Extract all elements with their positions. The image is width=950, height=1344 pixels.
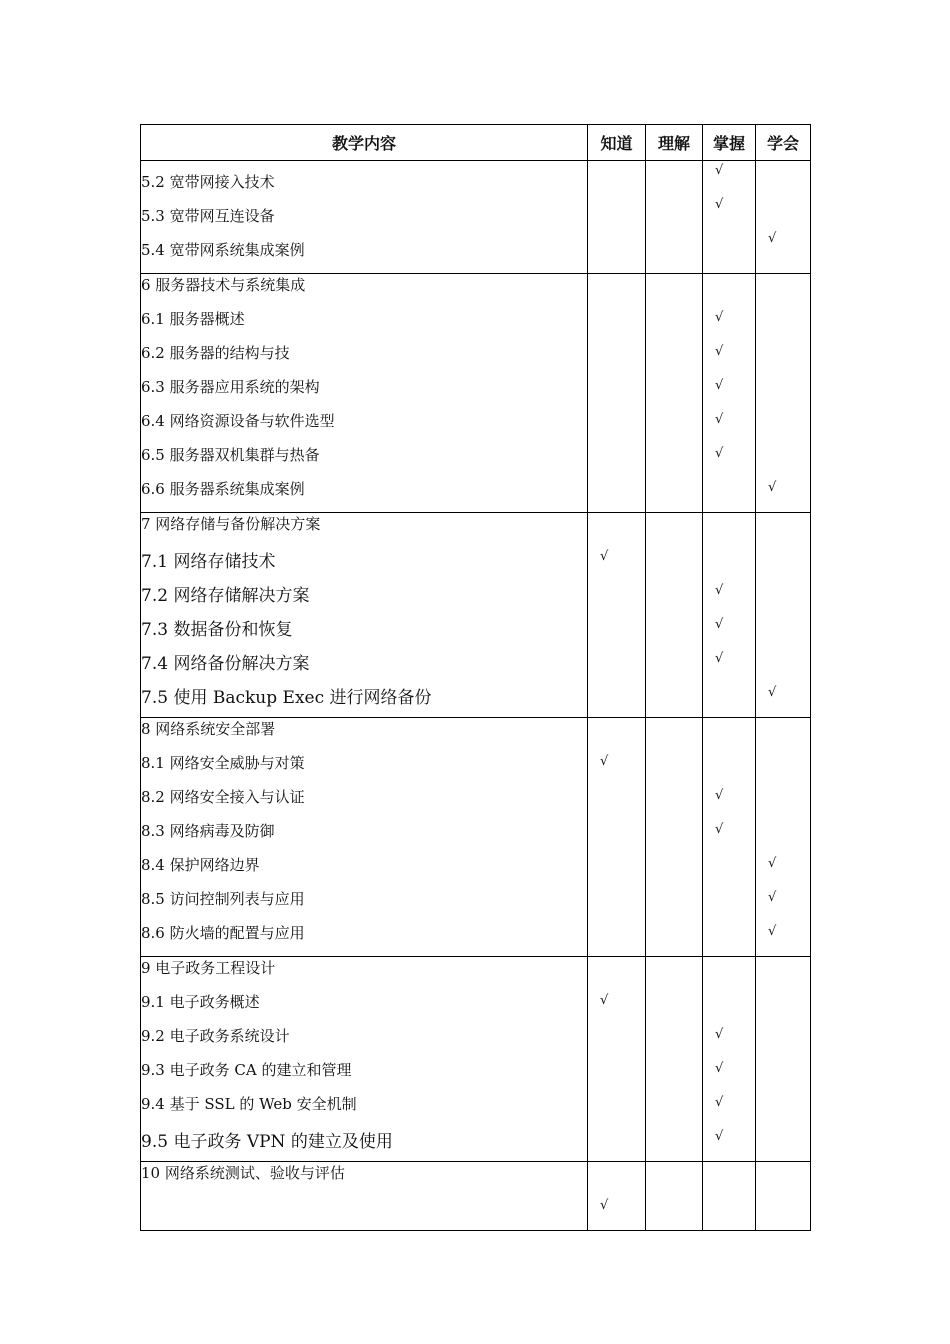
group-row [141, 513, 811, 718]
section-title: 8 网络系统安全部署 [141, 720, 276, 738]
check-mark: √ [715, 617, 724, 632]
topic-item: 8.4 保护网络边界 [141, 856, 260, 874]
topic-item: 7.3 数据备份和恢复 [141, 620, 293, 640]
content-cell [141, 274, 588, 513]
check-mark: √ [600, 754, 609, 769]
section-title: 6 服务器技术与系统集成 [141, 276, 306, 294]
check-mark: √ [715, 446, 724, 461]
topic-item: 5.4 宽带网系统集成案例 [141, 241, 305, 259]
group-row [141, 957, 811, 1162]
check-mark: √ [768, 924, 777, 939]
level-cell [588, 957, 646, 1162]
check-mark: √ [768, 231, 777, 246]
level-cell [646, 274, 703, 513]
level-cell [646, 718, 703, 957]
content-cell [141, 161, 588, 274]
topic-item: 6.3 服务器应用系统的架构 [141, 378, 320, 396]
check-mark: √ [715, 378, 724, 393]
check-mark: √ [715, 310, 724, 325]
group-row [141, 718, 811, 957]
level-cell [588, 161, 646, 274]
check-mark: √ [715, 1129, 724, 1144]
level-cell [756, 718, 811, 957]
content-cell [141, 513, 588, 718]
content-cell [141, 957, 588, 1162]
check-mark: √ [715, 197, 724, 212]
topic-item: 8.5 访问控制列表与应用 [141, 890, 305, 908]
header-content: 教学内容 [141, 125, 588, 161]
group-row [141, 161, 811, 274]
topic-item: 6.5 服务器双机集群与热备 [141, 446, 320, 464]
check-mark: √ [768, 480, 777, 495]
level-cell [703, 161, 756, 274]
content-cell [141, 1162, 588, 1231]
check-mark: √ [768, 890, 777, 905]
check-mark: √ [715, 788, 724, 803]
check-mark: √ [715, 822, 724, 837]
level-cell [703, 513, 756, 718]
level-cell [588, 1162, 646, 1231]
topic-item: 9.1 电子政务概述 [141, 993, 260, 1011]
level-cell [588, 513, 646, 718]
level-cell [646, 957, 703, 1162]
topic-item: 6.4 网络资源设备与软件选型 [141, 412, 335, 430]
level-cell [588, 274, 646, 513]
topic-item: 9.5 电子政务 VPN 的建立及使用 [141, 1132, 393, 1152]
level-cell [756, 513, 811, 718]
level-cell [703, 1162, 756, 1231]
section-title: 7 网络存储与备份解决方案 [141, 515, 321, 533]
level-cell [703, 718, 756, 957]
check-mark: √ [715, 412, 724, 427]
topic-item: 8.2 网络安全接入与认证 [141, 788, 305, 806]
check-mark: √ [715, 583, 724, 598]
header-know: 知道 [588, 125, 646, 161]
header-master: 掌握 [703, 125, 756, 161]
group-row [141, 1162, 811, 1231]
content-cell [141, 718, 588, 957]
level-cell [756, 274, 811, 513]
topic-item: 6.2 服务器的结构与技 [141, 344, 290, 362]
level-cell [703, 957, 756, 1162]
topic-item: 7.5 使用 Backup Exec 进行网络备份 [141, 688, 432, 708]
check-mark: √ [715, 163, 724, 178]
level-cell [646, 161, 703, 274]
topic-item: 7.1 网络存储技术 [141, 552, 276, 572]
check-mark: √ [600, 993, 609, 1008]
check-mark: √ [768, 856, 777, 871]
syllabus-table [140, 124, 811, 1231]
check-mark: √ [715, 344, 724, 359]
topic-item: 9.3 电子政务 CA 的建立和管理 [141, 1061, 352, 1079]
level-cell [756, 957, 811, 1162]
check-mark: √ [715, 651, 724, 666]
header-row [141, 125, 811, 161]
level-cell [646, 513, 703, 718]
topic-item: 5.3 宽带网互连设备 [141, 207, 275, 225]
header-learn: 学会 [756, 125, 811, 161]
topic-item: 6.6 服务器系统集成案例 [141, 480, 305, 498]
header-understand: 理解 [646, 125, 703, 161]
check-mark: √ [600, 549, 609, 564]
topic-item: 6.1 服务器概述 [141, 310, 245, 328]
section-title: 9 电子政务工程设计 [141, 959, 276, 977]
topic-item: 7.2 网络存储解决方案 [141, 586, 310, 606]
check-mark: √ [715, 1027, 724, 1042]
section-title: 10 网络系统测试、验收与评估 [141, 1164, 345, 1182]
topic-item: 8.1 网络安全威胁与对策 [141, 754, 305, 772]
level-cell [703, 274, 756, 513]
topic-item: 5.2 宽带网接入技术 [141, 173, 275, 191]
check-mark: √ [715, 1061, 724, 1076]
level-cell [588, 718, 646, 957]
check-mark: √ [715, 1095, 724, 1110]
level-cell [756, 1162, 811, 1231]
level-cell [646, 1162, 703, 1231]
topic-item: 8.3 网络病毒及防御 [141, 822, 275, 840]
topic-item: 9.2 电子政务系统设计 [141, 1027, 290, 1045]
group-row [141, 274, 811, 513]
topic-item: 9.4 基于 SSL 的 Web 安全机制 [141, 1095, 357, 1113]
check-mark: √ [600, 1198, 609, 1213]
topic-item: 8.6 防火墙的配置与应用 [141, 924, 305, 942]
topic-item: 7.4 网络备份解决方案 [141, 654, 310, 674]
level-cell [756, 161, 811, 274]
check-mark: √ [768, 685, 777, 700]
